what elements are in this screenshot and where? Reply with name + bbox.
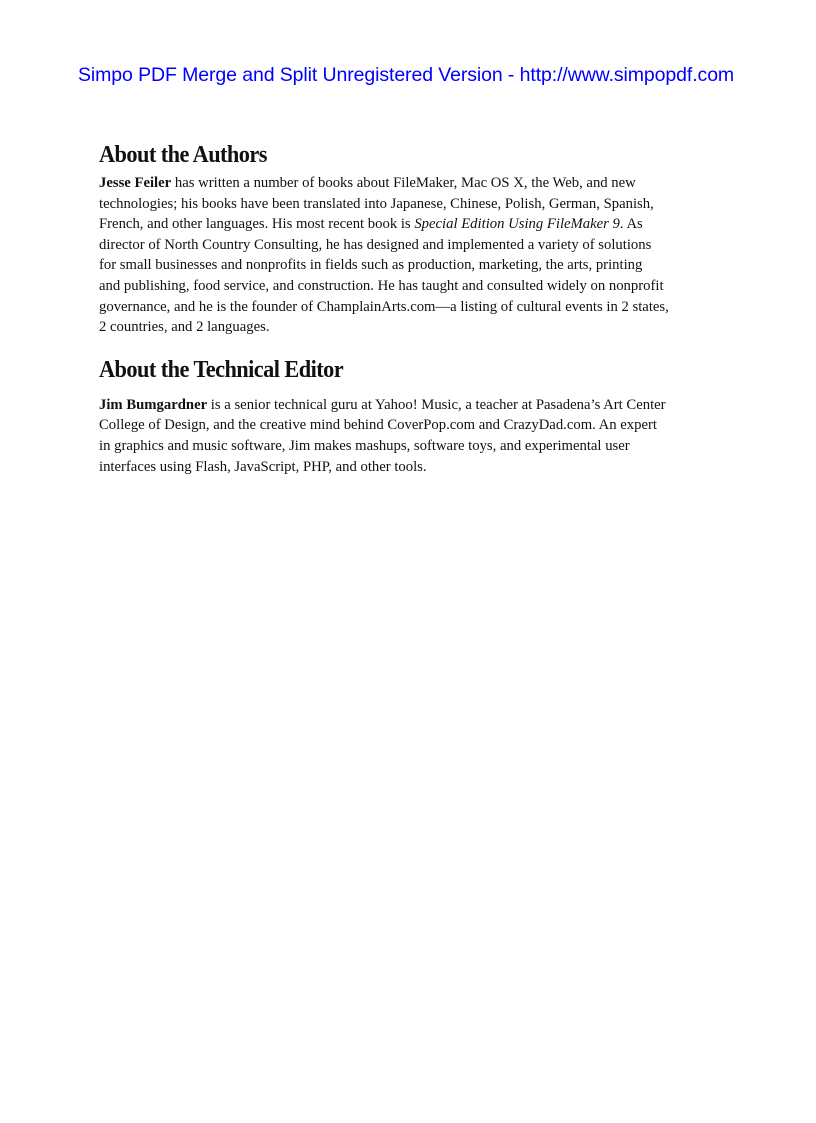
authors-bio-text: . As [619,216,643,233]
editor-bio-text: is a senior technical guru at Yahoo! Music, a teacher at Pasadena’s Art Center [207,396,666,413]
authors-bio [99,173,709,338]
editor-bio-line: in graphics and music software, Jim makes mashups, software toys, and experimental user [99,437,630,454]
page-content [99,140,709,477]
authors-bio-line: 2 countries, and 2 languages. [99,319,270,336]
authors-bio-line [99,214,709,235]
authors-bio-text: French, and other languages. His most recent book is [99,216,415,233]
authors-bio-line [99,173,709,194]
authors-bio-line: governance, and he is the founder of ChamplainArts.com—a listing of cultural events in 2 states, [99,298,669,315]
book-title: Special Edition Using FileMaker 9 [414,216,620,233]
authors-bio-text: has written a number of books about FileMaker, Mac OS X, the Web, and new [171,175,636,191]
authors-heading: About the Authors [99,142,267,168]
editor-heading: About the Technical Editor [99,356,344,383]
editor-name: Jim Bumgardner [99,396,208,413]
authors-bio-line: for small businesses and nonprofits in fields such as production, marketing, the arts, printing [99,257,643,274]
editor-bio-line: College of Design, and the creative mind behind CoverPop.com and CrazyDad.com. An expert [99,417,657,434]
watermark-banner: Simpo PDF Merge and Split Unregistered Version - http://www.simpopdf.com [78,64,735,86]
authors-bio-line: technologies; his books have been translated into Japanese, Chinese, Polish, German, Spanish, [99,195,654,212]
authors-bio-line: and publishing, food service, and construction. He has taught and consulted widely on nonprofit [99,277,664,294]
editor-bio-line: interfaces using Flash, JavaScript, PHP, and other tools. [99,458,427,475]
editor-bio-line [99,395,709,416]
authors-bio-line: director of North Country Consulting, he has designed and implemented a variety of solutions [99,236,652,253]
author-name: Jesse Feiler [99,175,172,191]
editor-bio [99,395,709,477]
